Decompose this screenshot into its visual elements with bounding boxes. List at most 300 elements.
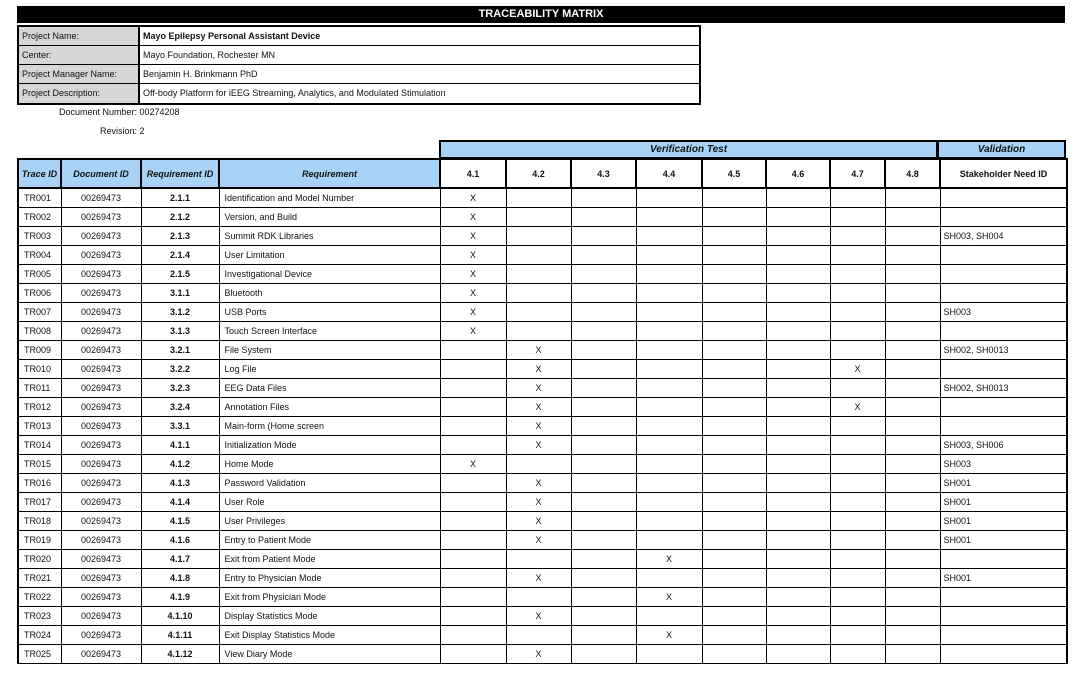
verification-mark-cell: [571, 284, 636, 303]
verification-mark-cell: [885, 188, 940, 208]
verification-mark-cell: [766, 550, 830, 569]
verification-mark-cell: [571, 493, 636, 512]
verification-mark-cell: [506, 455, 571, 474]
requirement-id-cell: 4.1.9: [141, 588, 219, 607]
verification-mark-cell: X: [636, 588, 702, 607]
stakeholder-need-cell: [940, 588, 1067, 607]
revision: [20, 126, 145, 136]
verification-mark-cell: [440, 626, 506, 645]
verification-mark-cell: [766, 360, 830, 379]
requirement-id-cell: 4.1.3: [141, 474, 219, 493]
trace-id-cell: TR003: [18, 227, 61, 246]
verification-mark-cell: [830, 588, 885, 607]
stakeholder-need-cell: [940, 645, 1067, 664]
verification-mark-cell: [636, 417, 702, 436]
table-row: [18, 188, 1067, 208]
col-header-test: 4.1: [440, 159, 506, 188]
verification-mark-cell: [885, 379, 940, 398]
verification-mark-cell: [830, 417, 885, 436]
verification-mark-cell: [885, 512, 940, 531]
table-header-row: [18, 159, 1067, 188]
verification-mark-cell: [571, 265, 636, 284]
document-id-cell: 00269473: [61, 265, 141, 284]
verification-mark-cell: [830, 455, 885, 474]
verification-mark-cell: [830, 284, 885, 303]
trace-id-cell: TR008: [18, 322, 61, 341]
trace-id-cell: TR019: [18, 531, 61, 550]
verification-mark-cell: [636, 512, 702, 531]
document-id-cell: 00269473: [61, 436, 141, 455]
trace-id-cell: TR011: [18, 379, 61, 398]
requirement-id-cell: 3.1.3: [141, 322, 219, 341]
project-info-row: [19, 84, 699, 103]
verification-mark-cell: X: [636, 550, 702, 569]
trace-id-cell: TR002: [18, 208, 61, 227]
verification-mark-cell: X: [830, 398, 885, 417]
verification-mark-cell: [702, 303, 766, 322]
verification-mark-cell: [571, 341, 636, 360]
requirement-id-cell: 4.1.7: [141, 550, 219, 569]
verification-mark-cell: [702, 550, 766, 569]
matrix-title: TRACEABILITY MATRIX: [17, 6, 1065, 23]
verification-mark-cell: [440, 417, 506, 436]
requirement-cell: User Limitation: [219, 246, 440, 265]
project-info-box: [17, 25, 701, 105]
verification-mark-cell: X: [506, 531, 571, 550]
table-row: [18, 645, 1067, 664]
verification-mark-cell: [830, 550, 885, 569]
col-header-test: 4.7: [830, 159, 885, 188]
verification-mark-cell: [636, 265, 702, 284]
verification-mark-cell: X: [506, 379, 571, 398]
verification-mark-cell: [885, 569, 940, 588]
verification-mark-cell: [766, 474, 830, 493]
col-header-test: 4.6: [766, 159, 830, 188]
requirement-cell: EEG Data Files: [219, 379, 440, 398]
table-row: [18, 607, 1067, 626]
document-id-cell: 00269473: [61, 455, 141, 474]
verification-mark-cell: [766, 379, 830, 398]
verification-mark-cell: [702, 474, 766, 493]
verification-mark-cell: [702, 588, 766, 607]
verification-mark-cell: [571, 569, 636, 588]
table-row: [18, 322, 1067, 341]
requirement-id-cell: 3.2.1: [141, 341, 219, 360]
verification-mark-cell: [702, 626, 766, 645]
verification-mark-cell: [766, 436, 830, 455]
table-row: [18, 303, 1067, 322]
verification-mark-cell: [885, 303, 940, 322]
verification-mark-cell: [440, 588, 506, 607]
table-row: [18, 626, 1067, 645]
table-row: [18, 588, 1067, 607]
document-number-label: Document Number:: [58, 107, 137, 117]
document-id-cell: 00269473: [61, 303, 141, 322]
document-id-cell: 00269473: [61, 474, 141, 493]
verification-mark-cell: [571, 188, 636, 208]
verification-mark-cell: [702, 208, 766, 227]
verification-mark-cell: [702, 188, 766, 208]
verification-mark-cell: [506, 227, 571, 246]
project-info-value: Mayo Foundation, Rochester MN: [143, 50, 276, 60]
verification-mark-cell: [571, 474, 636, 493]
verification-mark-cell: [571, 607, 636, 626]
requirement-cell: Main-form (Home screen: [219, 417, 440, 436]
verification-mark-cell: [440, 379, 506, 398]
verification-mark-cell: X: [440, 303, 506, 322]
verification-mark-cell: [636, 208, 702, 227]
stakeholder-need-cell: [940, 398, 1067, 417]
requirement-id-cell: 2.1.3: [141, 227, 219, 246]
verification-mark-cell: X: [506, 360, 571, 379]
requirement-id-cell: 3.1.2: [141, 303, 219, 322]
verification-mark-cell: [766, 588, 830, 607]
verification-mark-cell: [506, 626, 571, 645]
col-header-requirement-id: Requirement ID: [141, 159, 219, 188]
group-headers: [0, 140, 1084, 159]
stakeholder-need-cell: [940, 246, 1067, 265]
verification-mark-cell: [830, 474, 885, 493]
verification-mark-cell: [702, 379, 766, 398]
requirement-cell: User Privileges: [219, 512, 440, 531]
verification-mark-cell: [571, 436, 636, 455]
verification-mark-cell: X: [636, 626, 702, 645]
requirement-cell: Home Mode: [219, 455, 440, 474]
requirement-id-cell: 2.1.4: [141, 246, 219, 265]
verification-mark-cell: [571, 588, 636, 607]
verification-mark-cell: X: [440, 455, 506, 474]
requirement-id-cell: 3.3.1: [141, 417, 219, 436]
document-id-cell: 00269473: [61, 607, 141, 626]
document-id-cell: 00269473: [61, 398, 141, 417]
document-id-cell: 00269473: [61, 512, 141, 531]
col-header-requirement: Requirement: [219, 159, 440, 188]
verification-mark-cell: [885, 322, 940, 341]
requirement-cell: Entry to Patient Mode: [219, 531, 440, 550]
document-id-cell: 00269473: [61, 550, 141, 569]
verification-mark-cell: [506, 303, 571, 322]
verification-mark-cell: [885, 227, 940, 246]
verification-mark-cell: [702, 322, 766, 341]
verification-mark-cell: [571, 227, 636, 246]
trace-id-cell: TR021: [18, 569, 61, 588]
stakeholder-need-cell: SH001: [940, 531, 1067, 550]
requirement-cell: User Role: [219, 493, 440, 512]
verification-mark-cell: [571, 246, 636, 265]
trace-id-cell: TR018: [18, 512, 61, 531]
verification-mark-cell: [636, 607, 702, 626]
col-header-stakeholder-need-id: Stakeholder Need ID: [940, 159, 1067, 188]
verification-mark-cell: X: [506, 645, 571, 664]
verification-mark-cell: [571, 322, 636, 341]
verification-mark-cell: [885, 645, 940, 664]
verification-mark-cell: [885, 265, 940, 284]
project-info-label: Project Manager Name:: [19, 65, 140, 83]
verification-mark-cell: [766, 341, 830, 360]
stakeholder-need-cell: SH001: [940, 569, 1067, 588]
verification-mark-cell: [702, 360, 766, 379]
requirement-id-cell: 3.1.1: [141, 284, 219, 303]
requirement-cell: File System: [219, 341, 440, 360]
requirement-id-cell: 4.1.11: [141, 626, 219, 645]
verification-mark-cell: [766, 322, 830, 341]
verification-mark-cell: [636, 246, 702, 265]
document-id-cell: 00269473: [61, 493, 141, 512]
project-info-row: [19, 27, 699, 46]
verification-mark-cell: X: [506, 474, 571, 493]
verification-mark-cell: [766, 569, 830, 588]
requirement-id-cell: 4.1.4: [141, 493, 219, 512]
stakeholder-need-cell: [940, 188, 1067, 208]
table-row: [18, 569, 1067, 588]
requirement-id-cell: 3.2.4: [141, 398, 219, 417]
validation-header: Validation: [937, 140, 1066, 159]
project-info-row: [19, 46, 699, 65]
verification-mark-cell: X: [440, 246, 506, 265]
requirement-id-cell: 4.1.1: [141, 436, 219, 455]
requirement-cell: Display Statistics Mode: [219, 607, 440, 626]
requirement-cell: Exit Display Statistics Mode: [219, 626, 440, 645]
verification-mark-cell: [766, 493, 830, 512]
verification-mark-cell: [636, 455, 702, 474]
document-id-cell: 00269473: [61, 645, 141, 664]
requirement-cell: Initialization Mode: [219, 436, 440, 455]
requirement-id-cell: 2.1.5: [141, 265, 219, 284]
verification-mark-cell: [830, 569, 885, 588]
trace-id-cell: TR012: [18, 398, 61, 417]
verification-mark-cell: [885, 550, 940, 569]
document-number: [20, 107, 180, 117]
table-row: [18, 474, 1067, 493]
col-header-test: 4.2: [506, 159, 571, 188]
verification-mark-cell: [830, 645, 885, 664]
stakeholder-need-cell: SH003: [940, 303, 1067, 322]
table-row: [18, 455, 1067, 474]
stakeholder-need-cell: [940, 417, 1067, 436]
document-id-cell: 00269473: [61, 227, 141, 246]
stakeholder-need-cell: [940, 208, 1067, 227]
table-row: [18, 379, 1067, 398]
trace-id-cell: TR024: [18, 626, 61, 645]
verification-mark-cell: [440, 512, 506, 531]
verification-mark-cell: [636, 379, 702, 398]
verification-mark-cell: [440, 607, 506, 626]
col-header-test: 4.8: [885, 159, 940, 188]
col-header-document-id: Document ID: [61, 159, 141, 188]
verification-mark-cell: X: [830, 360, 885, 379]
verification-mark-cell: [440, 341, 506, 360]
table-row: [18, 265, 1067, 284]
requirement-cell: Bluetooth: [219, 284, 440, 303]
table-row: [18, 208, 1067, 227]
table-row: [18, 227, 1067, 246]
verification-mark-cell: [571, 360, 636, 379]
trace-id-cell: TR020: [18, 550, 61, 569]
stakeholder-need-cell: [940, 607, 1067, 626]
verification-mark-cell: [702, 284, 766, 303]
verification-mark-cell: [702, 493, 766, 512]
table-row: [18, 436, 1067, 455]
trace-id-cell: TR023: [18, 607, 61, 626]
table-row: [18, 493, 1067, 512]
requirement-id-cell: 4.1.6: [141, 531, 219, 550]
verification-mark-cell: [702, 455, 766, 474]
requirement-id-cell: 2.1.2: [141, 208, 219, 227]
verification-mark-cell: [440, 550, 506, 569]
verification-mark-cell: [636, 227, 702, 246]
document-id-cell: 00269473: [61, 341, 141, 360]
verification-mark-cell: X: [440, 227, 506, 246]
verification-mark-cell: [766, 531, 830, 550]
verification-mark-cell: [830, 208, 885, 227]
verification-mark-cell: [506, 265, 571, 284]
requirement-cell: USB Ports: [219, 303, 440, 322]
verification-mark-cell: [885, 531, 940, 550]
requirement-cell: Password Validation: [219, 474, 440, 493]
verification-mark-cell: [830, 227, 885, 246]
document-number-value: 00274208: [139, 107, 180, 117]
verification-mark-cell: [571, 531, 636, 550]
verification-mark-cell: X: [506, 341, 571, 360]
verification-mark-cell: [766, 645, 830, 664]
stakeholder-need-cell: [940, 360, 1067, 379]
verification-mark-cell: [885, 398, 940, 417]
verification-mark-cell: [830, 188, 885, 208]
verification-mark-cell: X: [440, 284, 506, 303]
verification-mark-cell: [885, 588, 940, 607]
verification-mark-cell: [506, 188, 571, 208]
verification-mark-cell: [440, 645, 506, 664]
trace-id-cell: TR005: [18, 265, 61, 284]
verification-mark-cell: [440, 493, 506, 512]
trace-id-cell: TR014: [18, 436, 61, 455]
verification-mark-cell: [766, 626, 830, 645]
project-info-value: Benjamin H. Brinkmann PhD: [143, 69, 258, 79]
col-header-trace-id: Trace ID: [18, 159, 61, 188]
verification-test-header: Verification Test: [439, 140, 938, 159]
stakeholder-need-cell: SH003, SH006: [940, 436, 1067, 455]
verification-mark-cell: [885, 626, 940, 645]
verification-mark-cell: [702, 607, 766, 626]
trace-id-cell: TR017: [18, 493, 61, 512]
stakeholder-need-cell: [940, 626, 1067, 645]
verification-mark-cell: X: [506, 436, 571, 455]
stakeholder-need-cell: [940, 550, 1067, 569]
verification-mark-cell: X: [506, 398, 571, 417]
verification-mark-cell: [571, 626, 636, 645]
table-row: [18, 360, 1067, 379]
requirement-cell: Log File: [219, 360, 440, 379]
project-info-label: Center:: [19, 46, 140, 64]
verification-mark-cell: [506, 208, 571, 227]
requirement-cell: Investigational Device: [219, 265, 440, 284]
stakeholder-need-cell: [940, 265, 1067, 284]
verification-mark-cell: [702, 645, 766, 664]
verification-mark-cell: [830, 607, 885, 626]
stakeholder-need-cell: SH002, SH0013: [940, 341, 1067, 360]
requirement-id-cell: 4.1.12: [141, 645, 219, 664]
verification-mark-cell: [885, 436, 940, 455]
verification-mark-cell: [885, 360, 940, 379]
verification-mark-cell: [702, 569, 766, 588]
verification-mark-cell: [885, 607, 940, 626]
verification-mark-cell: [766, 227, 830, 246]
verification-mark-cell: [766, 455, 830, 474]
verification-mark-cell: [702, 436, 766, 455]
verification-mark-cell: X: [440, 188, 506, 208]
trace-id-cell: TR004: [18, 246, 61, 265]
verification-mark-cell: X: [440, 208, 506, 227]
verification-mark-cell: [830, 493, 885, 512]
verification-mark-cell: [885, 208, 940, 227]
trace-id-cell: TR006: [18, 284, 61, 303]
stakeholder-need-cell: SH001: [940, 474, 1067, 493]
verification-mark-cell: [885, 493, 940, 512]
stakeholder-need-cell: [940, 322, 1067, 341]
document-id-cell: 00269473: [61, 246, 141, 265]
verification-mark-cell: [440, 436, 506, 455]
trace-id-cell: TR022: [18, 588, 61, 607]
trace-id-cell: TR009: [18, 341, 61, 360]
requirement-cell: View Diary Mode: [219, 645, 440, 664]
verification-mark-cell: [571, 455, 636, 474]
verification-mark-cell: [571, 645, 636, 664]
project-info-row: [19, 65, 699, 84]
trace-id-cell: TR001: [18, 188, 61, 208]
col-header-test: 4.4: [636, 159, 702, 188]
verification-mark-cell: [440, 398, 506, 417]
verification-mark-cell: [702, 246, 766, 265]
requirement-id-cell: 4.1.2: [141, 455, 219, 474]
verification-mark-cell: [636, 645, 702, 664]
verification-mark-cell: [885, 474, 940, 493]
verification-mark-cell: [766, 246, 830, 265]
stakeholder-need-cell: SH002, SH0013: [940, 379, 1067, 398]
verification-mark-cell: [702, 398, 766, 417]
verification-mark-cell: [440, 360, 506, 379]
requirement-cell: Identification and Model Number: [219, 188, 440, 208]
requirement-cell: Summit RDK Libraries: [219, 227, 440, 246]
verification-mark-cell: [636, 569, 702, 588]
project-info-label: Project Description:: [19, 84, 140, 103]
document-id-cell: 00269473: [61, 208, 141, 227]
revision-label: Revision:: [99, 126, 137, 136]
verification-mark-cell: [702, 531, 766, 550]
verification-mark-cell: [702, 227, 766, 246]
verification-mark-cell: [830, 531, 885, 550]
verification-mark-cell: [571, 303, 636, 322]
verification-mark-cell: [830, 626, 885, 645]
project-info-value: Off-body Platform for iEEG Streaming, Analytics, and Modulated Stimulation: [143, 88, 446, 98]
table-row: [18, 550, 1067, 569]
verification-mark-cell: [636, 398, 702, 417]
stakeholder-need-cell: [940, 284, 1067, 303]
document-id-cell: 00269473: [61, 569, 141, 588]
document-id-cell: 00269473: [61, 626, 141, 645]
stakeholder-need-cell: SH001: [940, 493, 1067, 512]
stakeholder-need-cell: SH001: [940, 512, 1067, 531]
trace-id-cell: TR016: [18, 474, 61, 493]
verification-mark-cell: [571, 398, 636, 417]
verification-mark-cell: [636, 474, 702, 493]
document-id-cell: 00269473: [61, 360, 141, 379]
verification-mark-cell: X: [440, 265, 506, 284]
table-row: [18, 284, 1067, 303]
verification-mark-cell: [830, 341, 885, 360]
verification-mark-cell: [830, 246, 885, 265]
verification-mark-cell: [766, 398, 830, 417]
project-info-value: Mayo Epilepsy Personal Assistant Device: [143, 31, 321, 41]
